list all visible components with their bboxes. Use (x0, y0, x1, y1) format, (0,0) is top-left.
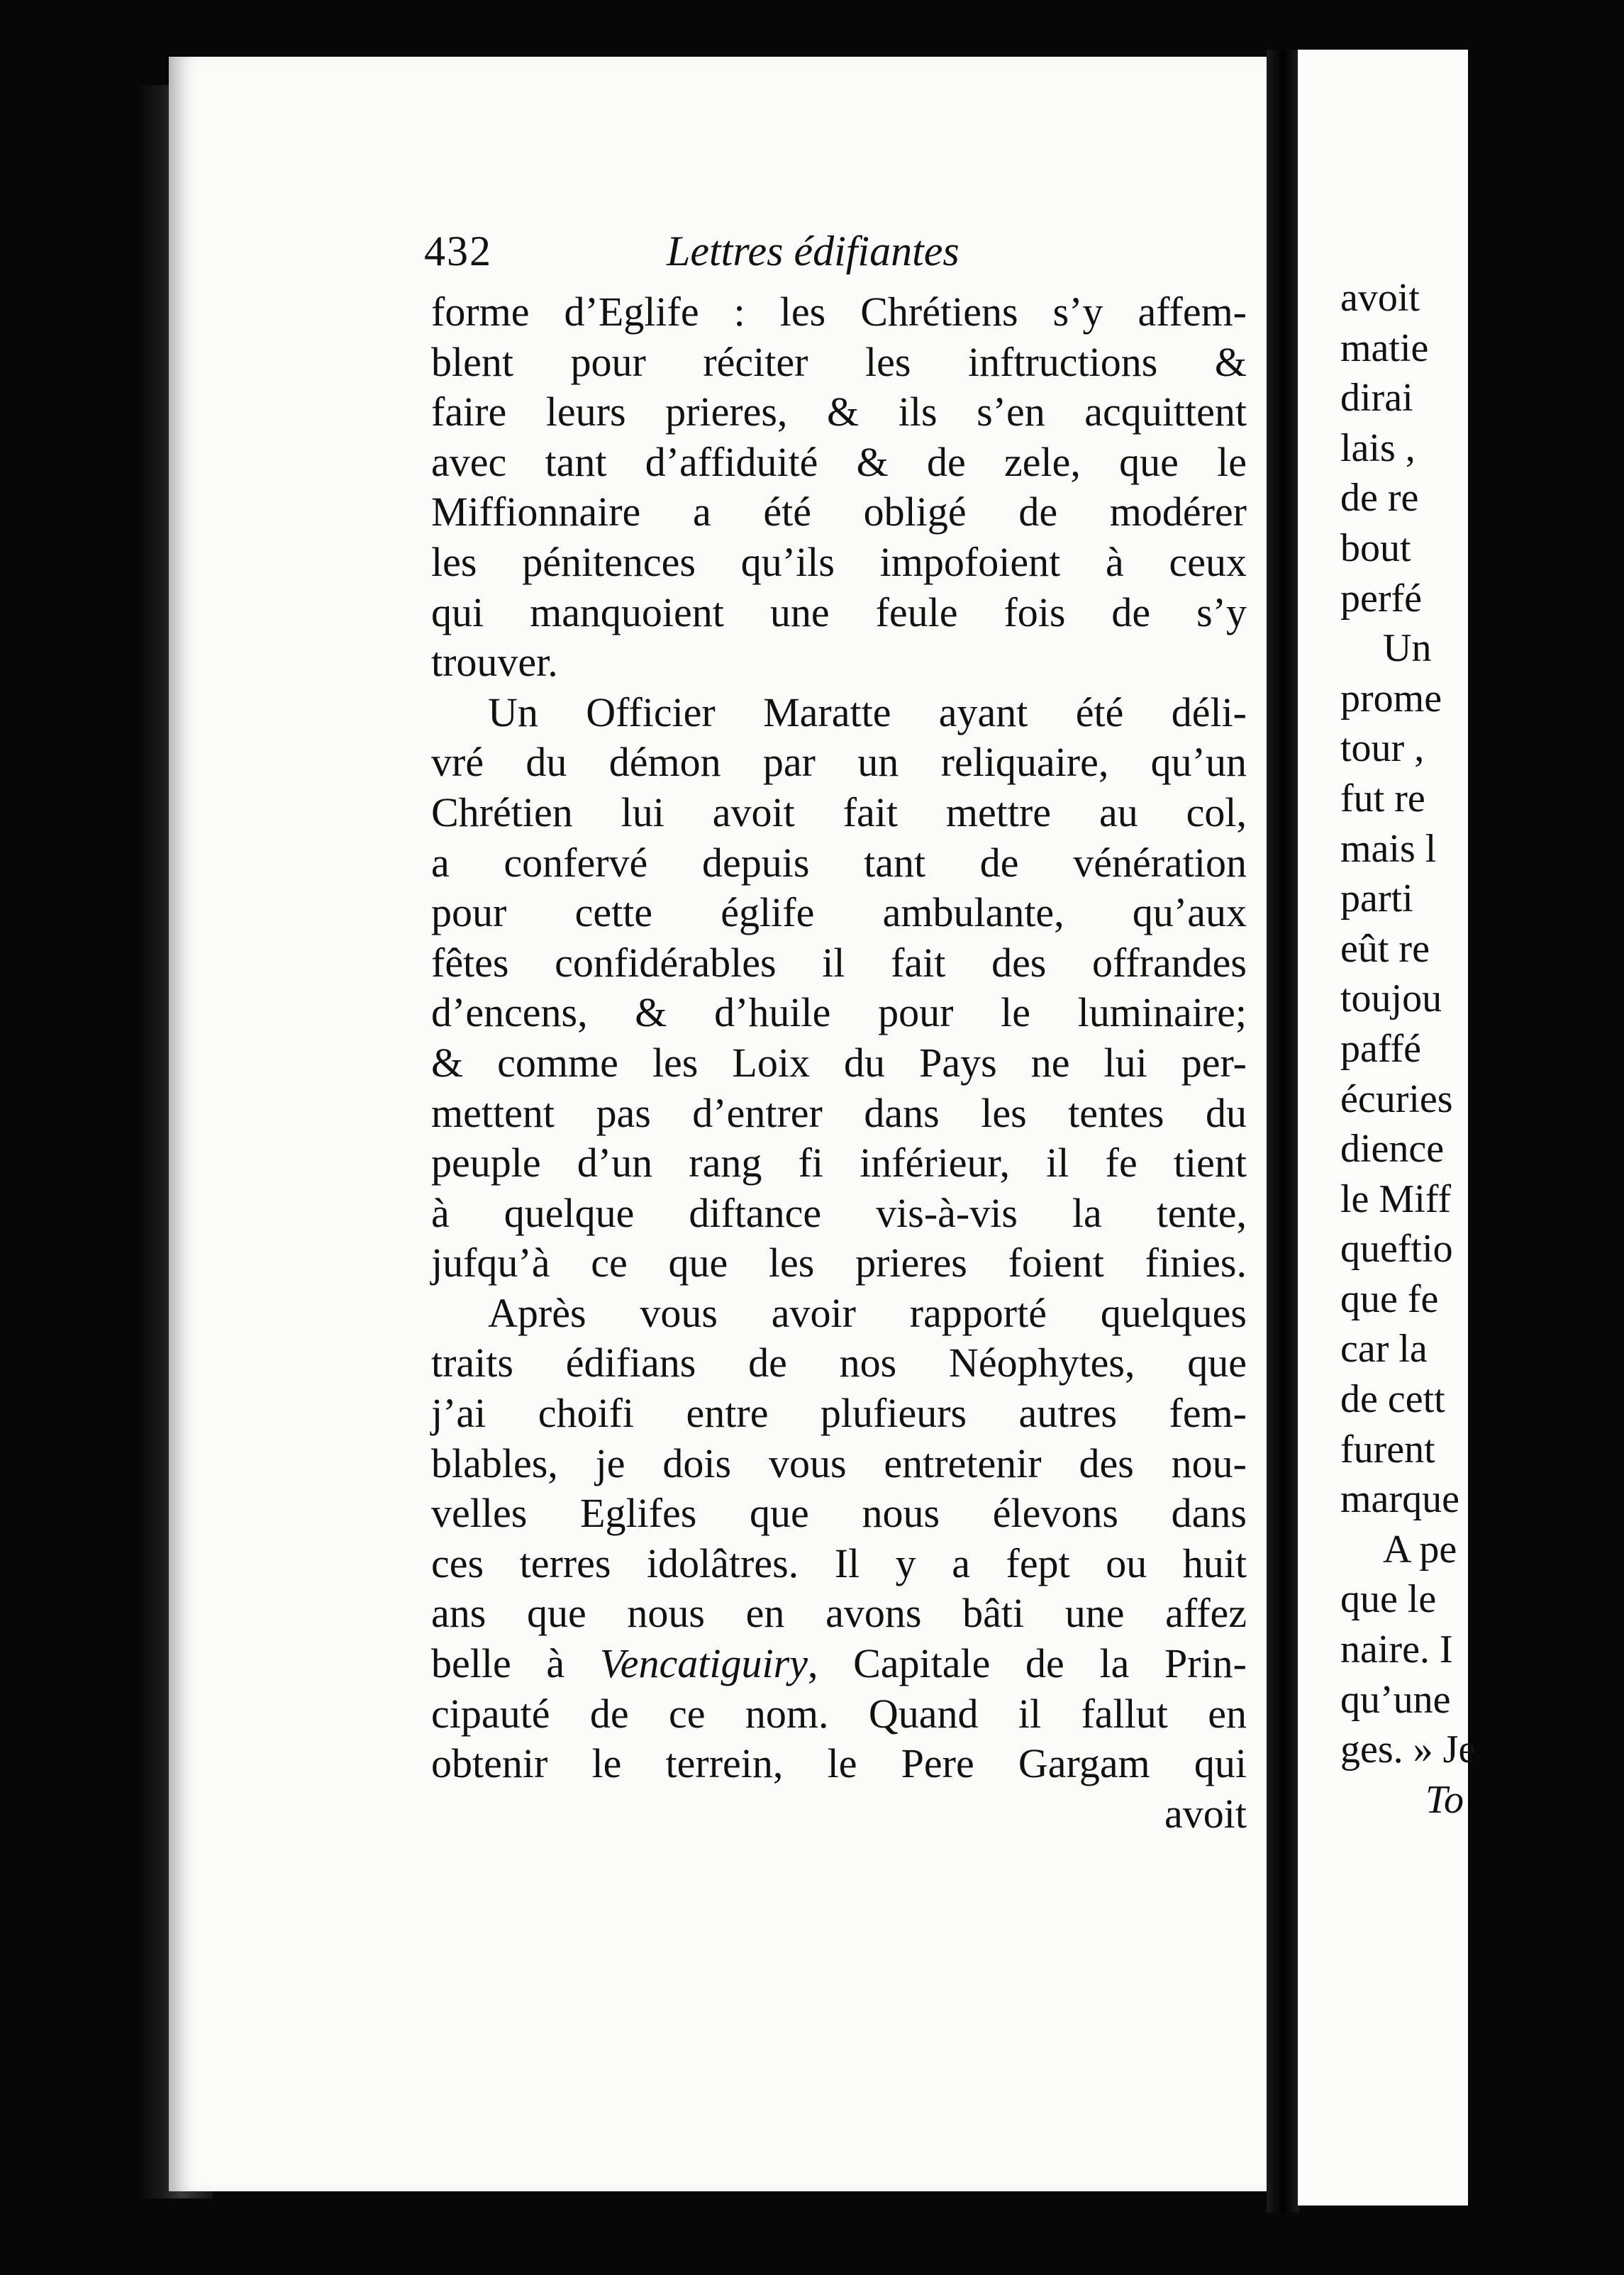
right-text-line: avoit (1340, 276, 1420, 320)
running-head (424, 220, 1240, 284)
right-page-text (1340, 273, 1624, 1825)
right-text-line: matie (1340, 326, 1429, 370)
text-line: trouver. (431, 639, 558, 686)
text-line (431, 1639, 1247, 1689)
text-line: cipauté de ce nom. Quand il fallut en (431, 1690, 1247, 1737)
right-text-line: To (1425, 1777, 1464, 1822)
right-text-line: dirai (1340, 376, 1413, 421)
right-page (1298, 50, 1476, 2206)
text-line: faire leurs prieres, & ils s’en acquittent (431, 389, 1247, 435)
italic-place-name: Vencatiguiry (599, 1640, 808, 1687)
right-text-line: écuries (1340, 1077, 1453, 1121)
right-text-line: de re (1340, 476, 1419, 521)
right-text-line: naire. I (1340, 1628, 1453, 1672)
right-text-line: tour , (1340, 726, 1425, 771)
page-number: 432 (424, 228, 492, 274)
text-line: avec tant d’affiduité & de zele, que le (431, 438, 1247, 485)
right-text-line: que fe (1340, 1276, 1439, 1321)
right-text-line: car la (1340, 1327, 1428, 1372)
right-text-line: de cett (1340, 1377, 1445, 1422)
text-line: vré du démon par un reliquaire, qu’un (431, 739, 1247, 786)
running-title: Lettres édifiantes (667, 228, 960, 274)
text-line: fêtes confidérables il fait des offrandes (431, 939, 1247, 986)
right-text-line: parti (1340, 877, 1413, 921)
right-text-line: ges. » Je (1340, 1728, 1476, 1772)
right-text-line: mais l (1340, 826, 1437, 871)
catchword: avoit (1164, 1790, 1247, 1837)
right-text-line: eût re (1340, 926, 1430, 971)
text-line: ans que nous en avons bâti une affez (431, 1590, 1247, 1637)
right-text-line: marque (1340, 1477, 1459, 1522)
right-text-line: qu’une (1340, 1677, 1451, 1722)
right-text-line: lais , (1340, 425, 1416, 470)
right-text-line: le Miff (1340, 1177, 1452, 1221)
text-line: à quelque diftance vis-à-vis la tente, (431, 1189, 1247, 1236)
right-text-line: furent (1340, 1427, 1435, 1472)
right-text-line: que le (1340, 1577, 1437, 1622)
text-line: ces terres idolâtres. Il y a fept ou huit (431, 1540, 1247, 1586)
right-text-line: prome (1340, 676, 1442, 721)
text-line: traits édifians de nos Néophytes, que (431, 1340, 1247, 1386)
right-text-line: bout (1340, 525, 1411, 570)
text-line-start: belle à (431, 1640, 600, 1687)
right-text-line: dience (1340, 1127, 1445, 1172)
text-line: pour cette églife ambulante, qu’aux (431, 889, 1247, 936)
book-gutter (1267, 50, 1299, 2213)
right-text-line: A pe (1383, 1527, 1457, 1572)
right-text-line: perfé (1340, 576, 1423, 621)
text-line: Après vous avoir rapporté quelques (488, 1289, 1247, 1336)
text-line: obtenir le terrein, le Pere Gargam qui (431, 1740, 1247, 1787)
text-line: Miffionnaire a été obligé de modérer (431, 489, 1247, 535)
text-line: Un Officier Maratte ayant été déli- (488, 689, 1247, 735)
text-line: mettent pas d’entrer dans les tentes du (431, 1089, 1247, 1136)
right-text-line: paffé (1340, 1026, 1421, 1071)
text-line: blables, je dois vous entretenir des nou- (431, 1440, 1247, 1486)
text-line: Chrétien lui avoit fait mettre au col, (431, 789, 1247, 835)
text-line: & comme les Loix du Pays ne lui per- (431, 1039, 1247, 1086)
text-line: qui manquoient une feule fois de s’y (431, 589, 1247, 635)
text-line: peuple d’un rang fi inférieur, il fe tient (431, 1140, 1247, 1186)
text-line: blent pour réciter les inftructions & (431, 338, 1247, 385)
right-text-line: Un (1383, 626, 1432, 671)
left-page-text (431, 287, 1247, 1839)
text-line: a confervé depuis tant de vénération (431, 839, 1247, 886)
text-line-end: , Capitale de la Prin- (807, 1640, 1247, 1687)
text-line: jufqu’à ce que les prieres foient finies. (431, 1240, 1247, 1286)
right-text-line: queftio (1340, 1227, 1453, 1272)
text-line: d’encens, & d’huile pour le luminaire; (431, 989, 1247, 1036)
text-line: forme d’Eglife : les Chrétiens s’y affem- (431, 289, 1247, 335)
right-text-line: fut re (1340, 776, 1425, 821)
text-line: velles Eglifes que nous élevons dans (431, 1490, 1247, 1537)
text-line: j’ai choifi entre plufieurs autres fem- (431, 1390, 1247, 1437)
right-text-line: toujou (1340, 977, 1442, 1021)
text-line: les pénitences qu’ils impofoient à ceux (431, 538, 1247, 585)
